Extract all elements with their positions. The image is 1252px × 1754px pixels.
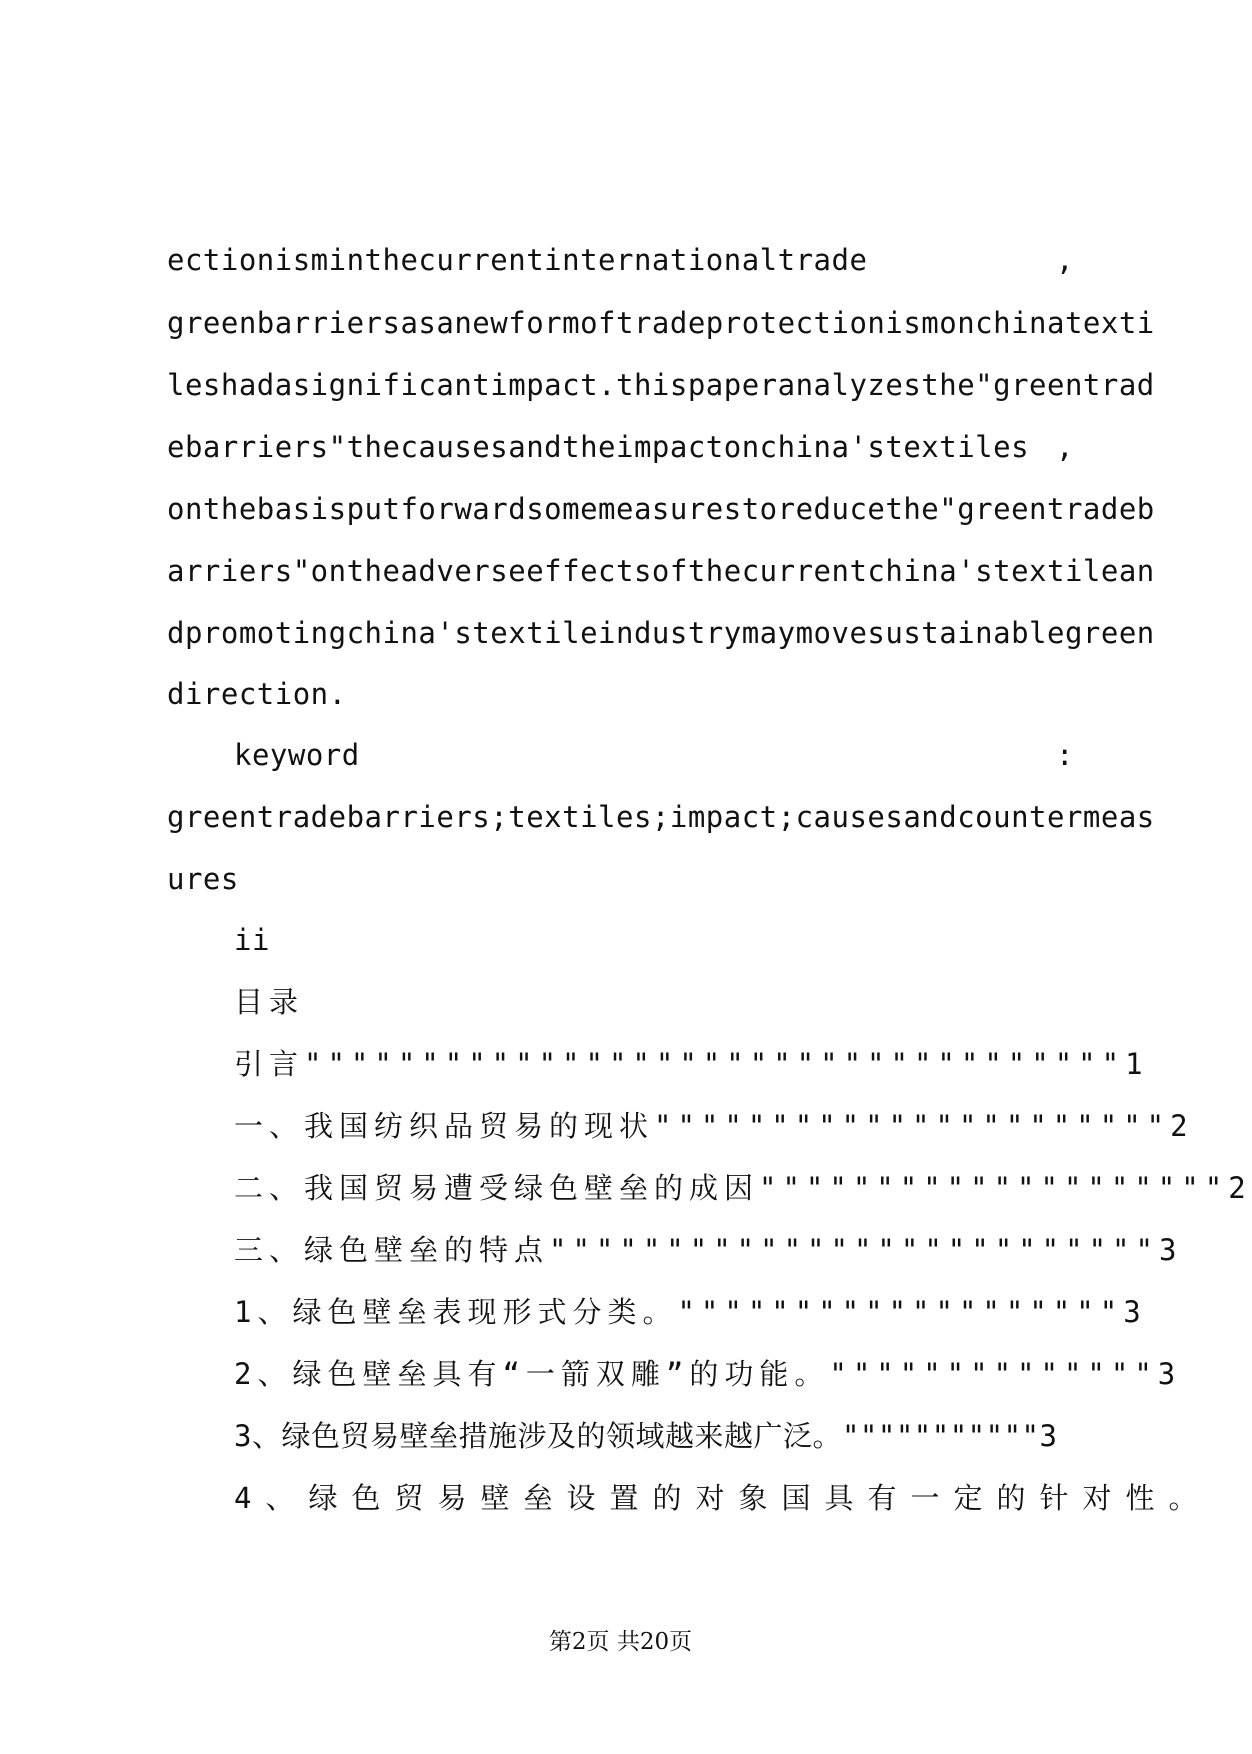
toc-entry-3[interactable]: 三、绿色壁垒的特点""""""""""""""""""""""""""3 xyxy=(234,1233,1183,1267)
keyword-label: keyword xyxy=(234,738,360,772)
abstract-line-4: ebarriers"thecausesandtheimpactonchina'stextiles xyxy=(167,430,1030,464)
toc-title: 目录 xyxy=(234,985,305,1019)
abstract-comma-2: , xyxy=(1056,430,1074,464)
abstract-line-7: dpromotingchina'stextileindustrymaymovesustainablegreen xyxy=(167,616,1155,650)
toc-entry-1[interactable]: 一、我国纺织品贸易的现状""""""""""""""""""""""2 xyxy=(234,1109,1194,1143)
toc-entry-3-2[interactable]: 2、绿色壁垒具有“一箭双雕”的功能。""""""""""""""3 xyxy=(234,1357,1182,1391)
abstract-comma-1: , xyxy=(1056,243,1074,277)
abstract-line-8: direction. xyxy=(167,677,347,711)
abstract-line-1: ectionisminthecurrentinternationaltrade xyxy=(167,243,868,277)
toc-entry-2[interactable]: 二、我国贸易遭受绿色壁垒的成因""""""""""""""""""""2 xyxy=(234,1171,1252,1205)
abstract-line-5: onthebasisputforwardsomemeasurestoreducethe"greentradeb xyxy=(167,492,1155,526)
abstract-line-6: arriers"ontheadverseeffectsofthecurrentchina'stextilean xyxy=(167,554,1155,588)
toc-entry-3-3[interactable]: 3、绿色贸易壁垒措施涉及的领域越来越广泛。"""""""""""3 xyxy=(234,1419,1058,1453)
keyword-list-line-1: greentradebarriers;textiles;impact;causesandcountermeas xyxy=(167,800,1155,834)
roman-page-number: ii xyxy=(234,923,270,957)
toc-entry-intro[interactable]: 引言"""""""""""""""""""""""""""""""""""1 xyxy=(234,1047,1149,1081)
page-footer: 第2页 共20页 xyxy=(548,1629,693,1655)
abstract-line-3: leshadasignificantimpact.thispaperanalyzesthe"greentrad xyxy=(167,368,1155,402)
toc-entry-3-4[interactable]: 4、绿色贸易壁垒设置的对象国具有一定的针对性。 xyxy=(234,1481,1212,1515)
keyword-colon: : xyxy=(1056,738,1074,772)
abstract-line-2: greenbarriersasanewformoftradeprotectionismonchinatexti xyxy=(167,306,1155,340)
keyword-list-line-2: ures xyxy=(167,862,239,896)
toc-entry-3-1[interactable]: 1、绿色壁垒表现形式分类。"""""""""""""""""""3 xyxy=(234,1295,1147,1329)
